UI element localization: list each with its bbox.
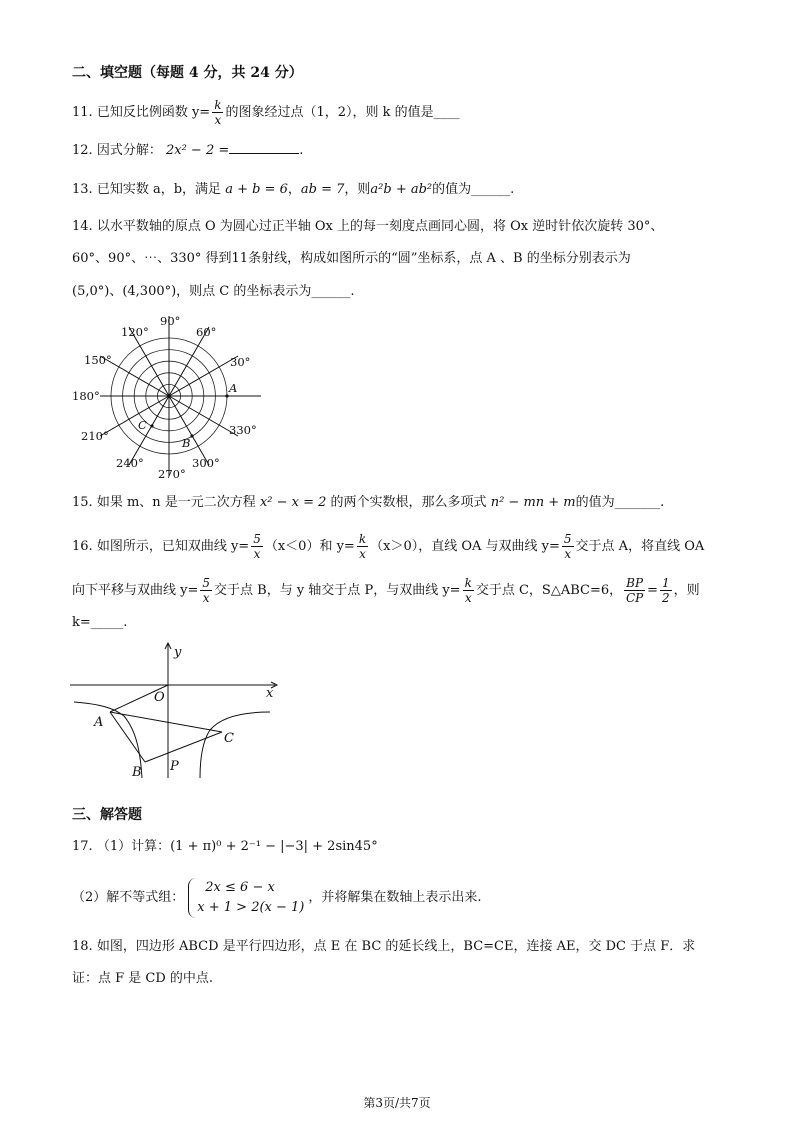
polar-coordinate-figure [72,310,272,486]
question-16-line-1: 16. 如图所示，已知双曲线 y= $\frac{5}{x}$ （x＜0）和 y= $\frac{k}{x}$ （x＞0），直线 OA 与双曲线 y= $\frac{5}{x}$ 交于点 A，将直线 OA [72,532,705,561]
section-3-title: 三、解答题 [72,807,142,823]
question-13: 13. 已知实数 a，b，满足 a + b = 6，ab = 7，则a²b + ab²的值为______. [72,182,515,197]
hyperbola-figure [70,640,290,780]
label-30: 30° [230,355,251,369]
label-c: C [224,731,234,746]
label-300: 300° [192,456,220,470]
line-bc [145,732,222,762]
question-16-line-2: 向下平移与双曲线 y= $\frac{5}{x}$ 交于点 B，与 y 轴交于点 P，与双曲线 y= $\frac{k}{x}$ 交于点 C，S△ABC=6， $\frac{BP}{CP}$ = $\frac{1}{2}$ ，则 [72,576,700,605]
label-330: 330° [229,423,257,437]
line-ab [110,712,145,762]
point-c-dot [150,424,153,427]
label-b: B [132,765,142,780]
label-210: 210° [81,429,109,443]
label-120: 120° [121,325,149,339]
factor-expression: 2x² − 2 = [165,143,230,158]
question-14-line-2: 60°、90°、⋯、330° 得到11条射线，构成如图所示的“圆”坐标系，点 A 、B 的坐标分别表示为 [72,251,631,266]
section-2-title: 二、填空题（每题 4 分，共 24 分） [72,65,303,81]
question-17-part-1: 17. （1）计算：(1 + π)⁰ + 2⁻¹ − |−3| + 2sin45° [72,839,378,854]
label-a: A [94,715,104,730]
question-15: 15. 如果 m、n 是一元二次方程 x² − x = 2 的两个实数根，那么多项式 n² − mn + m的值为_______. [72,495,665,510]
question-18-line-2: 证：点 F 是 CD 的中点. [72,971,214,986]
question-17-part-2: （2）解不等式组： 2x ≤ 6 − x x + 1 > 2(x − 1) ，并将解集在数轴上表示出来. [72,878,482,918]
label-270: 270° [158,467,186,481]
label-point-c: C [138,418,147,432]
label-90: 90° [160,314,181,328]
inequality-system: 2x ≤ 6 − x x + 1 > 2(x − 1) [188,878,304,918]
rays [100,316,261,476]
question-14-line-3: (5,0°)、(4,300°)，则点 C 的坐标表示为______. [72,284,355,299]
label-point-a: A [229,381,238,395]
line-ac [110,712,222,732]
label-180: 180° [72,389,100,403]
question-16-line-3: k=_____. [72,615,128,630]
label-y: y [174,645,182,660]
label-p: P [170,759,179,774]
label-x: x [266,686,274,701]
question-14-line-1: 14. 以水平数轴的原点 O 为圆心过正半轴 Ox 上的每一刻度点画同心圆，将 Ox 逆时针依次旋转 30°、 [72,219,664,234]
label-60: 60° [196,325,217,339]
label-240: 240° [116,456,144,470]
page-footer: 第3页/共7页 [363,1096,431,1110]
hyperbola-right-branch [200,712,270,778]
question-11: 11. 已知反比例函数 y= $\frac{k}{x}$ 的图象经过点（1，2），则 k 的值是____ [72,98,460,127]
question-18-line-1: 18. 如图，四边形 ABCD 是平行四边形，点 E 在 BC 的延长线上，BC=CE，连接 AE，交 DC 于点 F．求 [72,939,696,954]
question-12: 12. 因式分解： 2x² − 2 = . [72,143,304,158]
label-o: O [154,690,165,705]
answer-blank[interactable] [229,141,299,154]
fraction-k-over-x: $\frac{k}{x}$ [214,98,222,127]
label-150: 150° [84,353,112,367]
point-b-dot [190,434,193,437]
label-point-b: B [182,436,191,450]
